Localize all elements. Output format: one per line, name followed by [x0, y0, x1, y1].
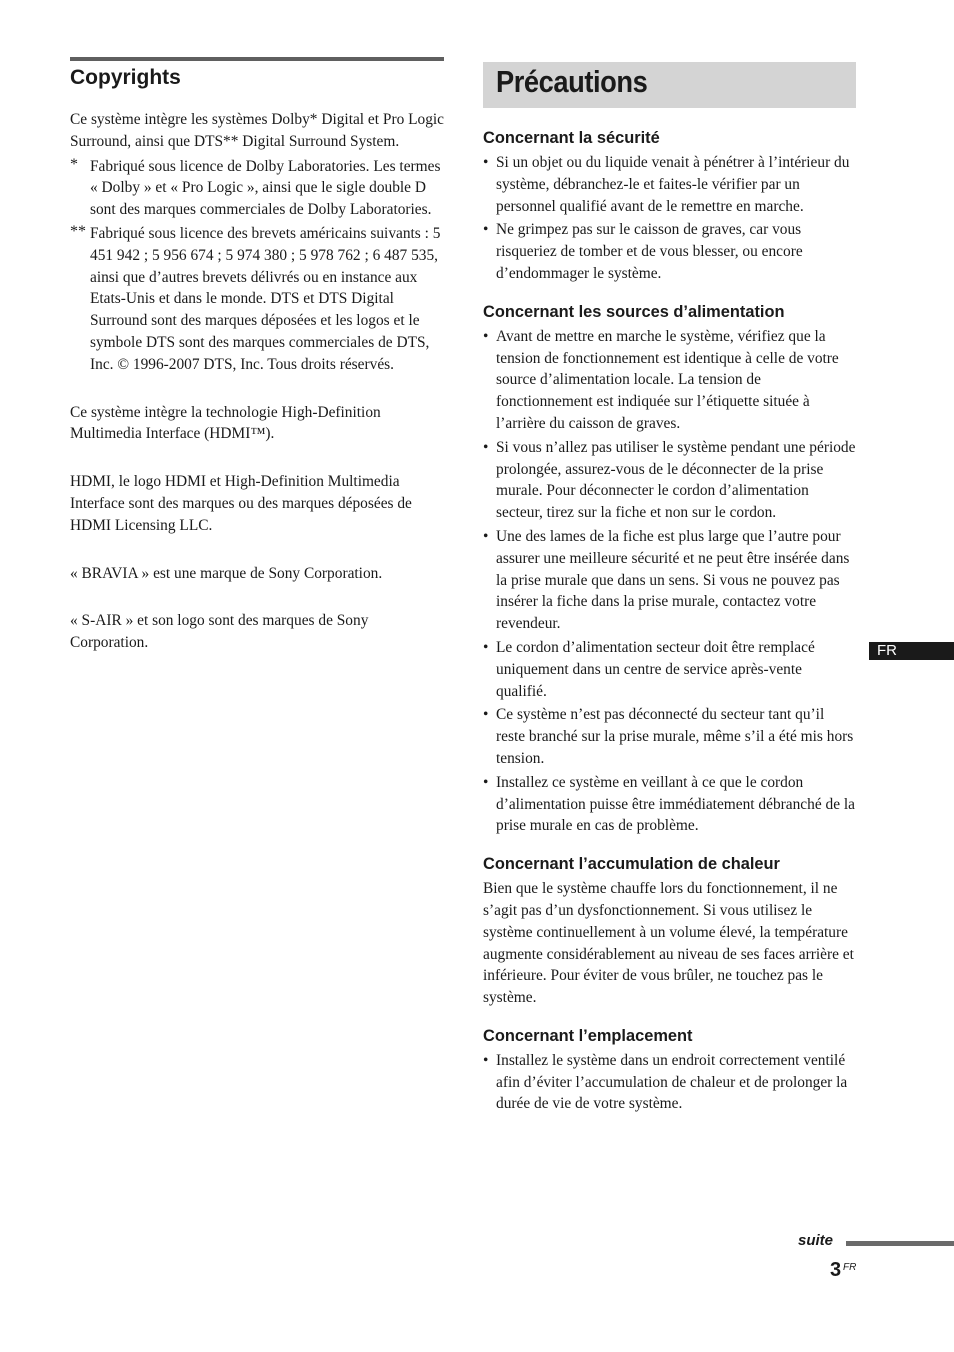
copyrights-heading: Copyrights: [70, 66, 181, 89]
section-paragraph: Bien que le système chauffe lors du fonctionnement, il ne s’agit pas d’un dysfonctionnement. Si vous utilisez le système continuellement à un volume élevé, la température augmente considérablement au niveau de ses faces arrière et inférieure. Pour éviter de vous brûler, ne touchez pas le système.: [483, 880, 854, 1007]
bullet-list: [483, 152, 856, 285]
list-item: • Ne grimpez pas sur le caisson de graves, car vous risqueriez de tomber et de vous blesser, ou encore d’endommager le système.: [483, 219, 856, 284]
section-heading: Concernant l’accumulation de chaleur: [483, 855, 780, 874]
list-item: • Si vous n’allez pas utiliser le système pendant une période prolongée, assurez-vous de le déconnecter de la prise murale. Pour déconnecter le cordon d’alimentation secteur, tirez sur la fiche et non sur le cordon.: [483, 437, 856, 524]
sair-paragraph: « S-AIR » et son logo sont des marques de Sony Corporation.: [70, 612, 369, 652]
section-safety: [483, 127, 856, 285]
hdmi-trademark-paragraph: HDMI, le logo HDMI et High-Definition Multimedia Interface sont des marques ou des marques déposées de HDMI Licensing LLC.: [70, 473, 412, 534]
precautions-banner: [483, 62, 856, 108]
bullet-list: [483, 326, 856, 837]
copyrights-body: [70, 109, 444, 680]
footnote-text: Fabriqué sous licence des brevets américains suivants : 5 451 942 ; 5 956 674 ; 5 974 380 ; 5 978 762 ; 6 487 535, ainsi que d’autres brevets délivrés ou en instance aux Etats-Unis et dans le monde. DTS et DTS Digital Surround sont des marques déposées et les logos et le symbole DTS sont des marques commerciales de DTS, Inc. © 1996-2007 DTS, Inc. Tous droits réservés.: [90, 224, 441, 373]
continued-label: suite: [798, 1232, 834, 1249]
page-number-suffix: FR: [843, 1262, 857, 1273]
bravia-paragraph: « BRAVIA » est une marque de Sony Corporation.: [70, 564, 383, 582]
footnote-mark: **: [70, 222, 86, 240]
section-heading: Concernant la sécurité: [483, 129, 660, 147]
list-item: • Installez ce système en veillant à ce que le cordon d’alimentation puisse être immédiatement débranché de la prise murale en cas de problème.: [483, 772, 856, 837]
precautions-body: [483, 127, 856, 1131]
list-item: • Ce système n’est pas déconnecté du secteur tant qu’il reste branché sur la prise murale, même s’il a été mis hors tension.: [483, 704, 856, 769]
copyrights-intro: Ce système intègre les systèmes Dolby* Digital et Pro Logic Surround, ainsi que DTS** Digital Surround System.: [70, 111, 445, 150]
section-power: [483, 301, 856, 837]
section-placement: [483, 1025, 856, 1115]
footnote-dts: [70, 223, 444, 376]
list-item: • Avant de mettre en marche le système, vérifiez que la tension de fonctionnement est identique à celle de votre source d’alimentation locale. La tension de fonctionnement est indiquée sur l’étiquette située à l’arrière du caisson de graves.: [483, 326, 856, 435]
section-heading: Concernant l’emplacement: [483, 1026, 693, 1045]
section-heading: Concernant les sources d’alimentation: [483, 302, 785, 321]
page-number: 3: [830, 1259, 842, 1281]
bullet-list: [483, 1050, 856, 1115]
list-item: • Si un objet ou du liquide venait à pénétrer à l’intérieur du système, débranchez-le et faites-le vérifier par un personnel qualifié avant de le remettre en marche.: [483, 152, 856, 217]
footnote-mark: *: [70, 155, 78, 173]
precautions-heading: Précautions: [496, 64, 648, 99]
hdmi-technology-paragraph: Ce système intègre la technologie High-Definition Multimedia Interface (HDMI™).: [70, 403, 381, 443]
footnote-text: Fabriqué sous licence de Dolby Laboratories. Les termes « Dolby » et « Pro Logic », ainsi que le sigle double D sont des marques commerciales de Dolby Laboratories.: [90, 157, 441, 219]
list-item: • Une des lames de la fiche est plus large que l’autre pour assurer une meilleure sécurité et ne peut être insérée dans la prise murale que dans un sens. Si vous ne pouvez pas insérer la fiche dans la prise murale, contactez votre revendeur.: [483, 526, 856, 635]
list-item: • Installez le système dans un endroit correctement ventilé afin d’éviter l’accumulation de chaleur et de prolonger la durée de vie de votre système.: [483, 1050, 856, 1115]
copyrights-rule: [70, 57, 444, 61]
footnote-dolby: [70, 156, 444, 221]
section-heat: [483, 853, 856, 1009]
list-item: • Le cordon d’alimentation secteur doit être remplacé uniquement dans un centre de service après-vente qualifié.: [483, 637, 856, 702]
language-tab: FR: [869, 642, 954, 660]
continued-bar: [846, 1241, 954, 1246]
